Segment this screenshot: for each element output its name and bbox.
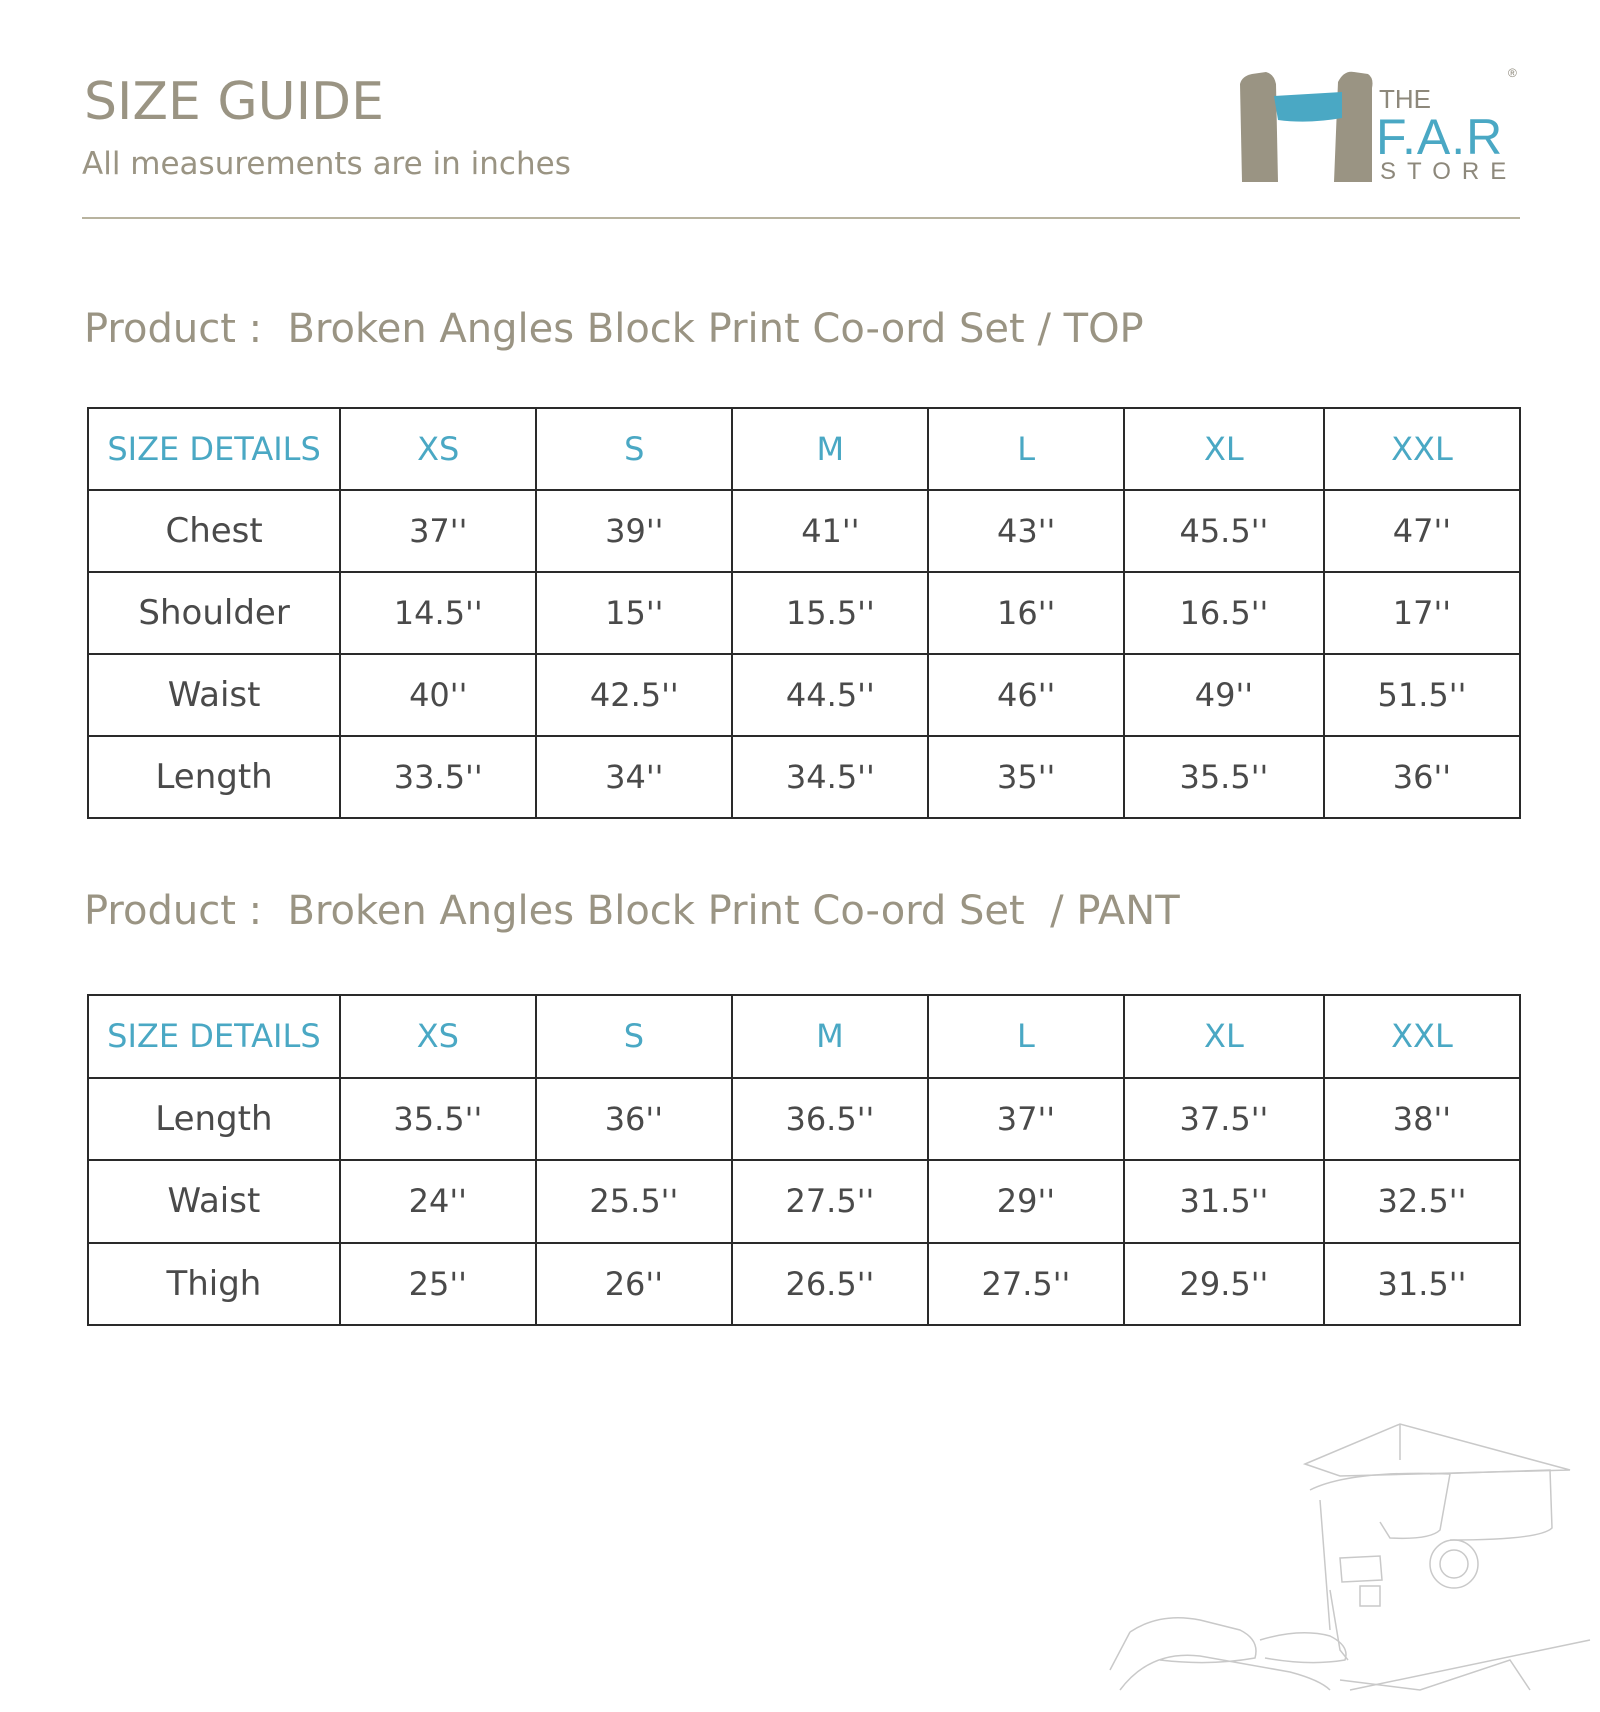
- table-cell: 36'': [536, 1078, 732, 1161]
- table-cell: 16.5'': [1124, 572, 1324, 654]
- table-cell: 47'': [1324, 490, 1520, 572]
- table-cell: 37.5'': [1124, 1078, 1324, 1161]
- table-cell: 51.5'': [1324, 654, 1520, 736]
- table-cell: 40'': [340, 654, 536, 736]
- column-header-xxl: XXL: [1324, 408, 1520, 490]
- table-row: [88, 572, 1520, 654]
- table-cell: 16'': [928, 572, 1124, 654]
- row-label-length: Length: [88, 736, 340, 818]
- row-label-chest: Chest: [88, 490, 340, 572]
- table-row: [88, 1160, 1520, 1243]
- logo-store-text: STORE: [1380, 158, 1518, 185]
- table-cell: 26.5'': [732, 1243, 928, 1326]
- column-header-size-details: SIZE DETAILS: [88, 408, 340, 490]
- table-cell: 36'': [1324, 736, 1520, 818]
- table-cell: 31.5'': [1124, 1160, 1324, 1243]
- table-cell: 32.5'': [1324, 1160, 1520, 1243]
- column-header-m: M: [732, 408, 928, 490]
- table-cell: 35'': [928, 736, 1124, 818]
- table-row: [88, 1078, 1520, 1161]
- table-cell: 35.5'': [340, 1078, 536, 1161]
- table-cell: 26'': [536, 1243, 732, 1326]
- row-label-length: Length: [88, 1078, 340, 1161]
- table-cell: 27.5'': [928, 1243, 1124, 1326]
- sewing-machine-sketch-icon: [1090, 1390, 1600, 1712]
- table-row: [88, 736, 1520, 818]
- table-cell: 25'': [340, 1243, 536, 1326]
- table-cell: 37'': [340, 490, 536, 572]
- table-cell: 35.5'': [1124, 736, 1324, 818]
- table-cell: 14.5'': [340, 572, 536, 654]
- column-header-xl: XL: [1124, 995, 1324, 1078]
- table-cell: 42.5'': [536, 654, 732, 736]
- table-cell: 29.5'': [1124, 1243, 1324, 1326]
- table-cell: 31.5'': [1324, 1243, 1520, 1326]
- table-cell: 45.5'': [1124, 490, 1324, 572]
- column-header-size-details: SIZE DETAILS: [88, 995, 340, 1078]
- table-cell: 25.5'': [536, 1160, 732, 1243]
- pant-size-table: [87, 994, 1521, 1326]
- table-cell: 17'': [1324, 572, 1520, 654]
- table-cell: 43'': [928, 490, 1124, 572]
- row-label-waist: Waist: [88, 1160, 340, 1243]
- far-store-logo: [1238, 62, 1528, 192]
- registered-mark: ®: [1508, 66, 1517, 80]
- row-label-thigh: Thigh: [88, 1243, 340, 1326]
- table-header-row: [88, 408, 1520, 490]
- table-cell: 29'': [928, 1160, 1124, 1243]
- column-header-xl: XL: [1124, 408, 1324, 490]
- table-cell: 24'': [340, 1160, 536, 1243]
- table-cell: 15.5'': [732, 572, 928, 654]
- row-label-waist: Waist: [88, 654, 340, 736]
- logo-mark-icon: [1238, 62, 1378, 192]
- page-subtitle: All measurements are in inches: [82, 146, 571, 182]
- table-cell: 46'': [928, 654, 1124, 736]
- column-header-xs: XS: [340, 408, 536, 490]
- table-row: [88, 490, 1520, 572]
- table-cell: 44.5'': [732, 654, 928, 736]
- column-header-l: L: [928, 995, 1124, 1078]
- logo-the-text: THE: [1379, 84, 1431, 114]
- logo-far-text: F.A.R: [1376, 109, 1504, 165]
- table-header-row: [88, 995, 1520, 1078]
- table-cell: 34.5'': [732, 736, 928, 818]
- table-cell: 33.5'': [340, 736, 536, 818]
- table-cell: 41'': [732, 490, 928, 572]
- row-label-shoulder: Shoulder: [88, 572, 340, 654]
- table-row: [88, 654, 1520, 736]
- table-cell: 49'': [1124, 654, 1324, 736]
- column-header-s: S: [536, 408, 732, 490]
- column-header-xs: XS: [340, 995, 536, 1078]
- table-cell: 27.5'': [732, 1160, 928, 1243]
- table-cell: 39'': [536, 490, 732, 572]
- table-cell: 37'': [928, 1078, 1124, 1161]
- top-product-heading: Product : Broken Angles Block Print Co-ord Set / TOP: [84, 306, 1144, 352]
- column-header-xxl: XXL: [1324, 995, 1520, 1078]
- table-cell: 34'': [536, 736, 732, 818]
- column-header-l: L: [928, 408, 1124, 490]
- table-cell: 36.5'': [732, 1078, 928, 1161]
- table-row: [88, 1243, 1520, 1326]
- page-title: SIZE GUIDE: [84, 72, 384, 132]
- pant-product-heading: Product : Broken Angles Block Print Co-ord Set / PANT: [84, 888, 1180, 934]
- top-size-table: [87, 407, 1521, 819]
- column-header-s: S: [536, 995, 732, 1078]
- table-cell: 38'': [1324, 1078, 1520, 1161]
- header-divider: [82, 217, 1520, 219]
- column-header-m: M: [732, 995, 928, 1078]
- table-cell: 15'': [536, 572, 732, 654]
